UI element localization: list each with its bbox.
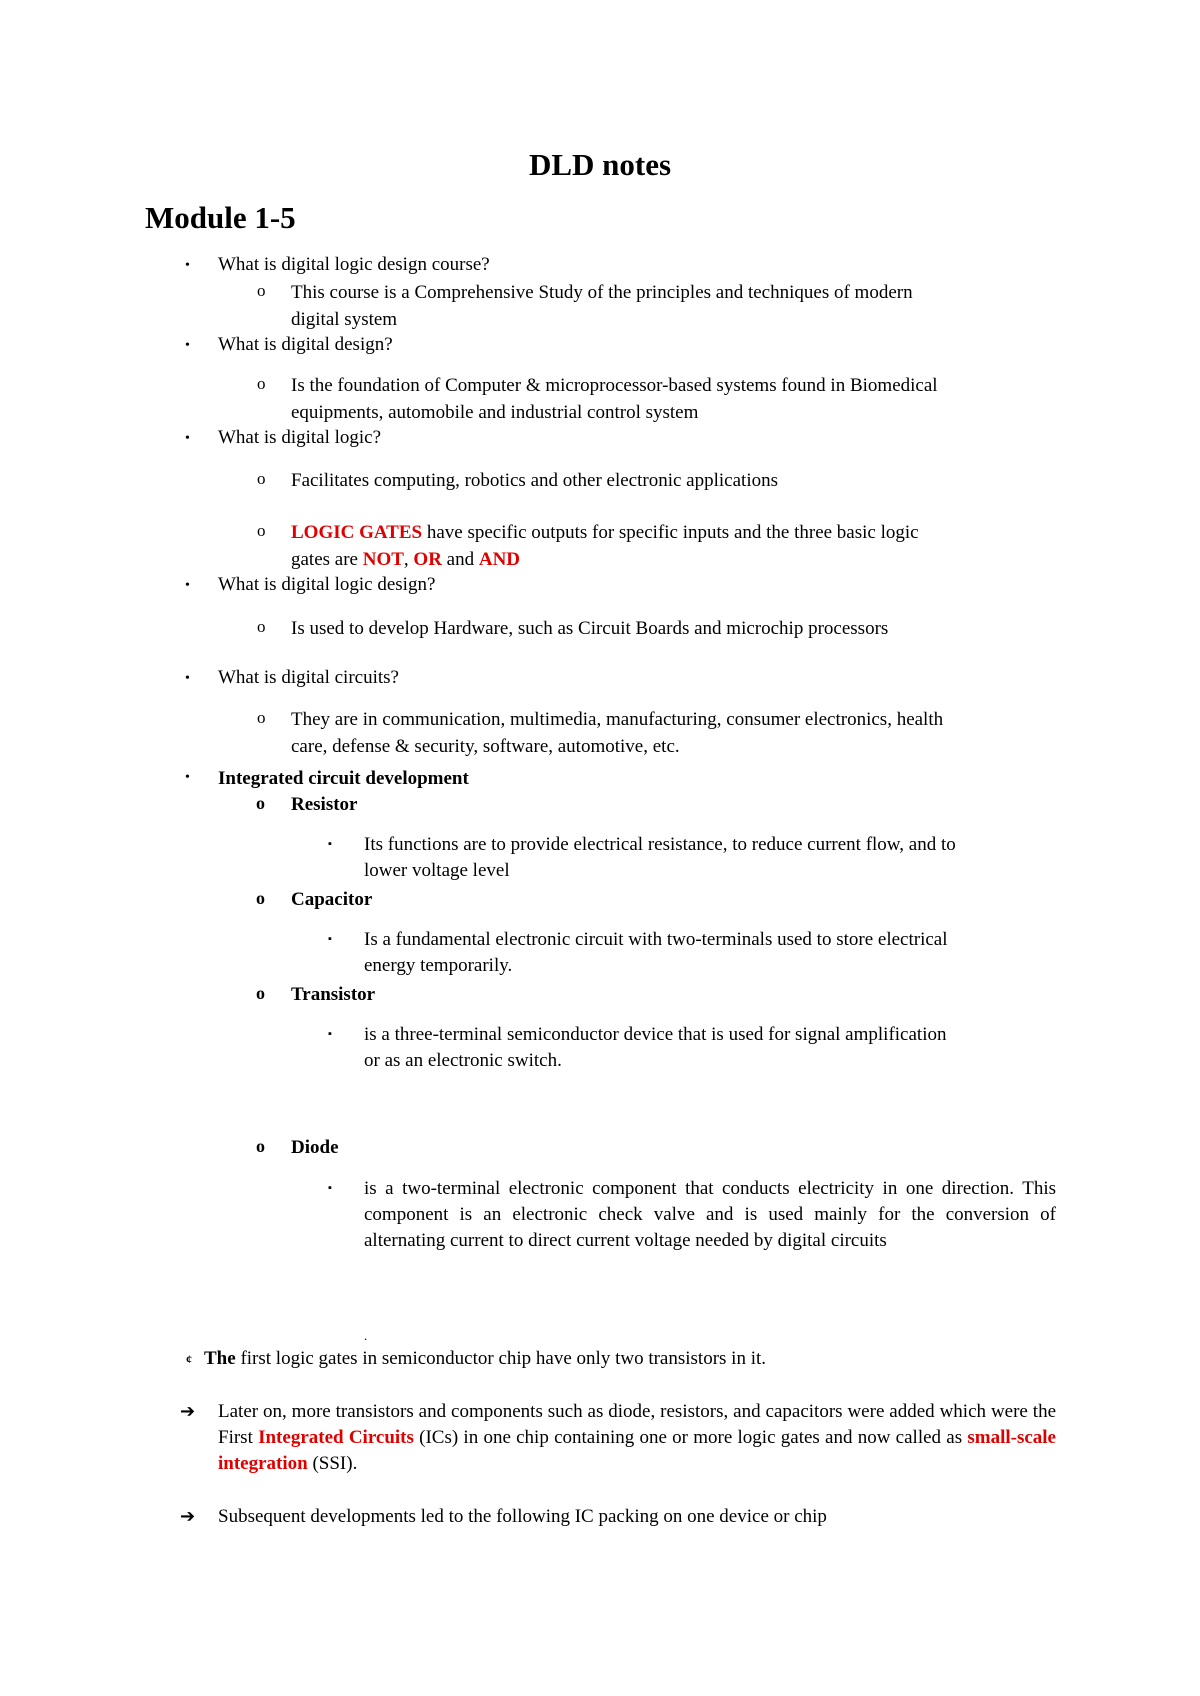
stray-dot: . bbox=[364, 1328, 368, 1343]
subsequent-line: Subsequent developments led to the following IC packing on one device or chip bbox=[218, 1506, 827, 1527]
page-title: DLD notes bbox=[528, 147, 672, 182]
answer-2-line-1: Is the foundation of Computer & microprocessor-based systems found in Biomedical bbox=[291, 375, 938, 396]
later-text-2: (ICs) in one chip containing one or more logic gates and now called as bbox=[413, 1427, 968, 1448]
answer-3-a: Facilitates computing, robotics and other electronic applications bbox=[291, 470, 778, 491]
bullet-o: o bbox=[256, 1136, 265, 1156]
answer-5-line-2: care, defense & security, software, automotive, etc. bbox=[291, 736, 680, 757]
diode-desc: is a two-terminal electronic component that conducts electricity in one direction. This component is an electronic check valve and is used mainly for the conversion of alternating current to direct current voltage needed by digital circuits bbox=[364, 1178, 1056, 1251]
bullet-o: o bbox=[257, 617, 266, 636]
bullet-o: o bbox=[256, 983, 265, 1003]
bullet-square: ▪ bbox=[328, 838, 332, 850]
or-gate-term: OR bbox=[413, 549, 442, 570]
transistor-desc-line-1: is a three-terminal semiconductor device that is used for signal amplification bbox=[364, 1024, 947, 1045]
and-word: and bbox=[441, 549, 479, 570]
bullet-o: o bbox=[257, 281, 266, 300]
transistor-label: Transistor bbox=[291, 984, 376, 1005]
bullet-dot: • bbox=[185, 431, 190, 446]
question-4: What is digital logic design? bbox=[218, 574, 436, 595]
bullet-o: o bbox=[257, 374, 266, 393]
bullet-o: o bbox=[257, 469, 266, 488]
answer-3-b-line-2 bbox=[291, 547, 520, 573]
bullet-dot: • bbox=[185, 578, 190, 593]
bullet-dot: • bbox=[185, 258, 190, 273]
question-3: What is digital logic? bbox=[218, 427, 382, 448]
comma: , bbox=[403, 549, 414, 570]
capacitor-desc-line-2: energy temporarily. bbox=[364, 955, 513, 976]
arrow-icon: ➔ bbox=[180, 1401, 196, 1422]
module-heading: Module 1-5 bbox=[145, 200, 296, 235]
ssi-term: small-scale integration bbox=[218, 1427, 1056, 1474]
icd-heading: Integrated circuit development bbox=[218, 768, 469, 789]
bullet-o: o bbox=[256, 888, 265, 908]
bullet-dot: • bbox=[185, 671, 190, 686]
not-gate-term: NOT bbox=[362, 549, 404, 570]
later-text-1: Later on, more transistors and components such as diode, resistors, and capacitors were added which were the First bbox=[218, 1401, 1056, 1448]
answer-3-b-text-2: gates are bbox=[291, 549, 363, 570]
capacitor-label: Capacitor bbox=[291, 889, 373, 910]
integrated-circuits-term: Integrated Circuits bbox=[258, 1427, 414, 1448]
answer-5-line-1: They are in communication, multimedia, manufacturing, consumer electronics, health bbox=[291, 709, 944, 730]
answer-1-line-1: This course is a Comprehensive Study of the principles and techniques of modern bbox=[291, 282, 913, 303]
bullet-square: ▪ bbox=[328, 1182, 332, 1194]
capacitor-desc-line-1: Is a fundamental electronic circuit with two-terminals used to store electrical bbox=[364, 929, 948, 950]
bullet-o: o bbox=[256, 793, 265, 813]
resistor-desc-line-2: lower voltage level bbox=[364, 860, 510, 881]
answer-1-line-2: digital system bbox=[291, 309, 398, 330]
question-1: What is digital logic design course? bbox=[218, 254, 490, 275]
bullet-o: o bbox=[257, 521, 266, 540]
answer-4: Is used to develop Hardware, such as Circuit Boards and microchip processors bbox=[291, 618, 889, 639]
bullet-dot: • bbox=[185, 770, 190, 785]
question-2: What is digital design? bbox=[218, 334, 393, 355]
later-on-paragraph bbox=[218, 1399, 1056, 1477]
resistor-desc-line-1: Its functions are to provide electrical resistance, to reduce current flow, and to bbox=[364, 834, 956, 855]
question-5: What is digital circuits? bbox=[218, 667, 399, 688]
resistor-label: Resistor bbox=[291, 794, 358, 815]
answer-3-b-line-1 bbox=[291, 520, 919, 546]
later-text-3: (SSI). bbox=[307, 1453, 358, 1474]
small-mark: ¢ bbox=[186, 1352, 192, 1366]
bullet-square: ▪ bbox=[328, 933, 332, 945]
arrow-icon: ➔ bbox=[180, 1506, 196, 1527]
answer-3-b-text: have specific outputs for specific inputs and the three basic logic bbox=[422, 522, 919, 543]
bullet-o: o bbox=[257, 708, 266, 727]
and-gate-term: AND bbox=[478, 549, 521, 570]
transistor-desc-line-2: or as an electronic switch. bbox=[364, 1050, 562, 1071]
bullet-dot: • bbox=[185, 338, 190, 353]
diode-label: Diode bbox=[291, 1137, 339, 1158]
answer-2-line-2: equipments, automobile and industrial control system bbox=[291, 402, 699, 423]
bullet-square: ▪ bbox=[328, 1028, 332, 1040]
first-logic-gates-line bbox=[204, 1346, 766, 1372]
first-rest: first logic gates in semiconductor chip have only two transistors in it. bbox=[235, 1348, 767, 1369]
the-bold: The bbox=[204, 1348, 236, 1369]
logic-gates-term: LOGIC GATES bbox=[291, 522, 423, 543]
